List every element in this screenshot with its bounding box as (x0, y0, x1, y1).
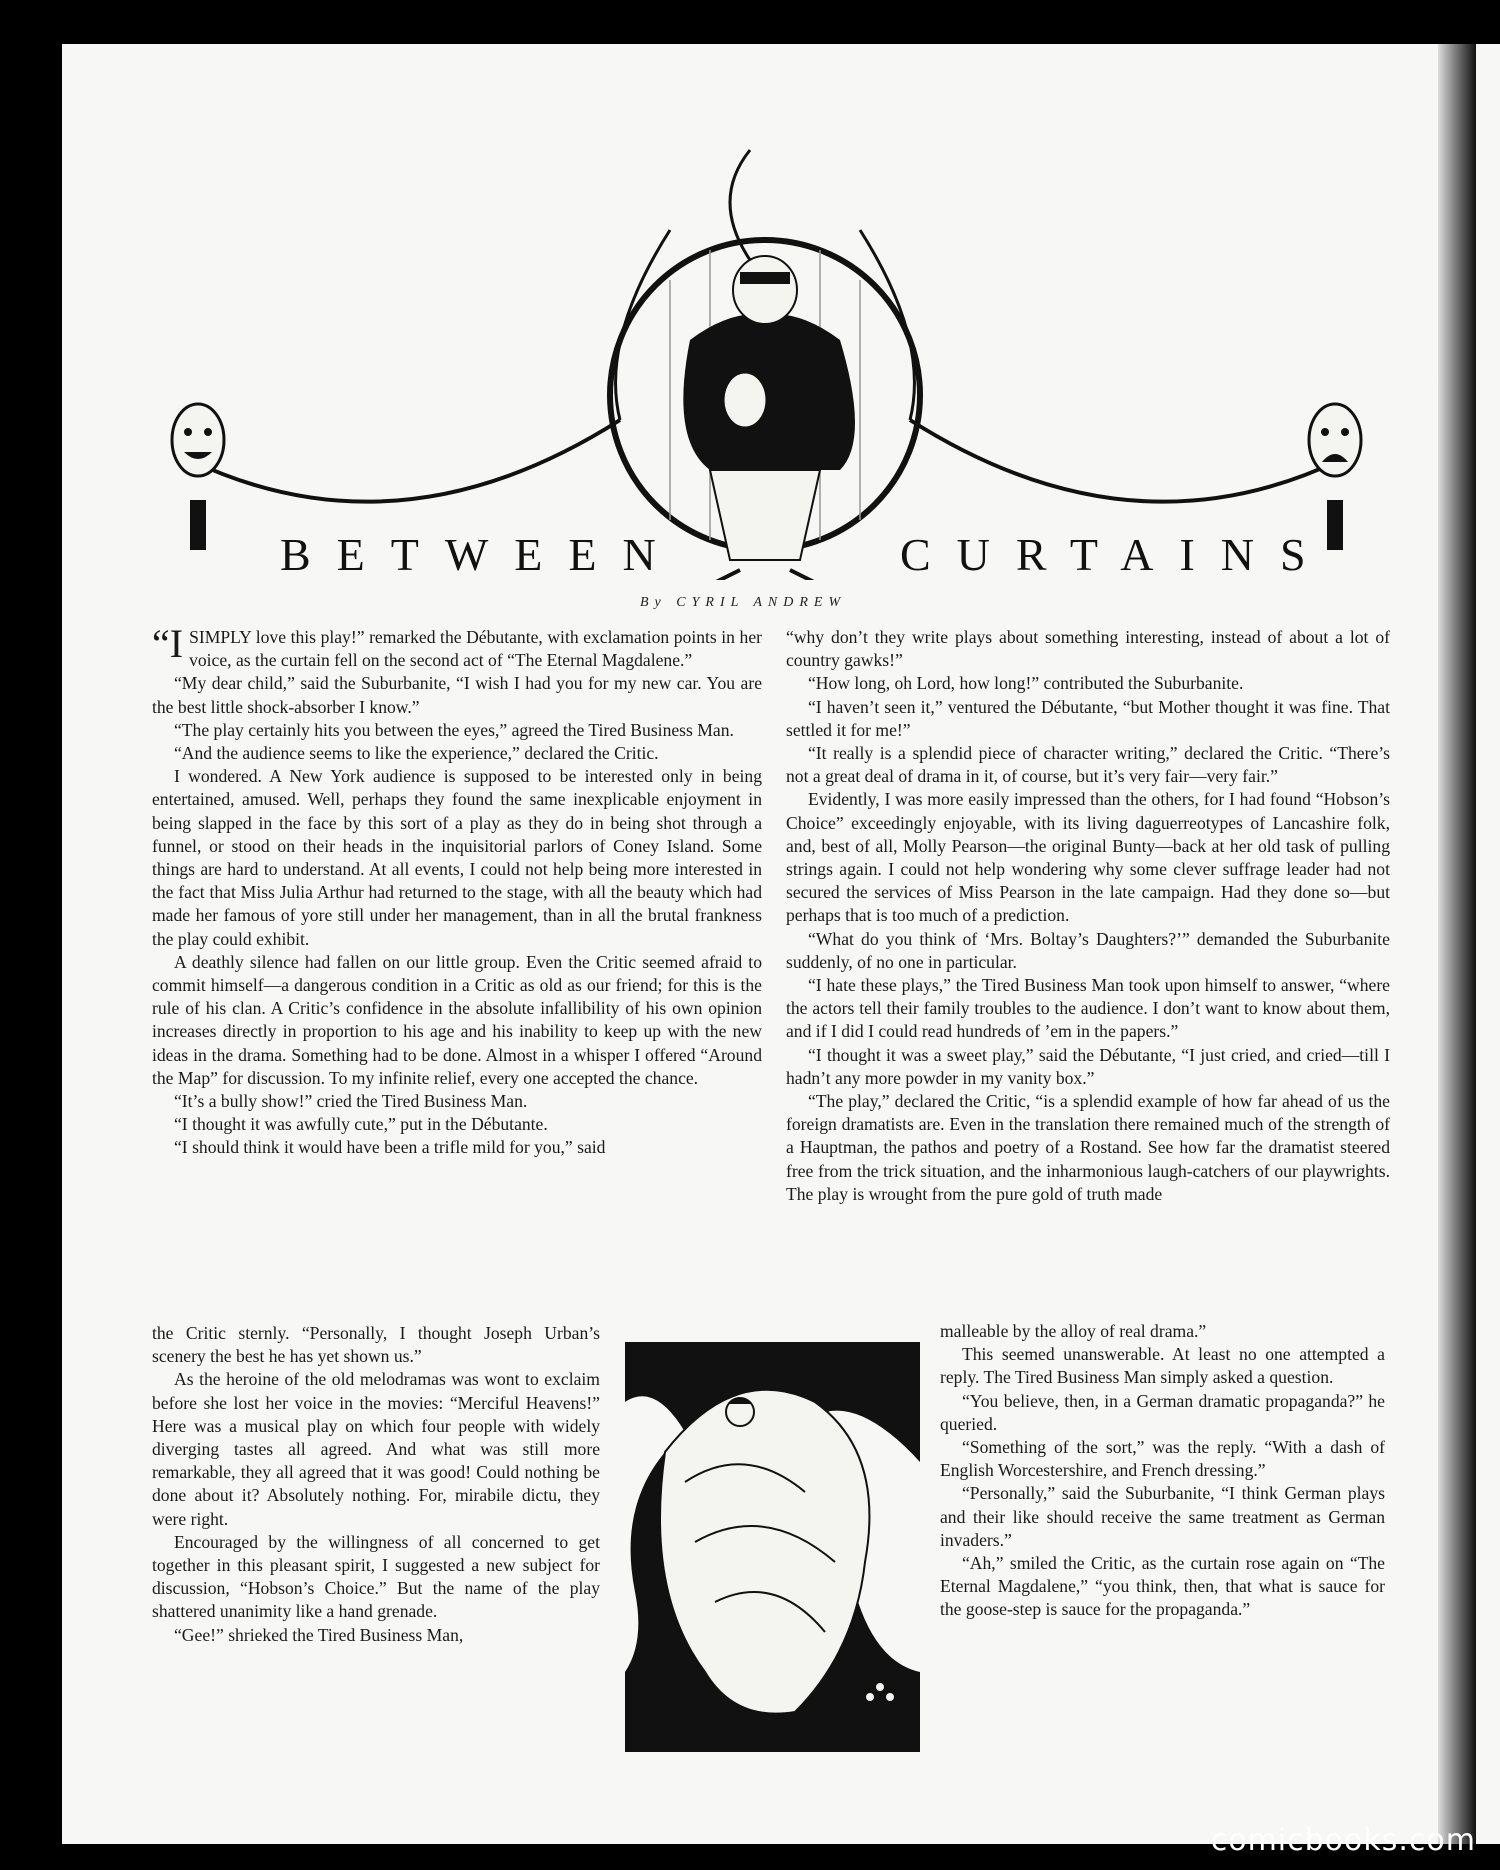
header-illustration (150, 140, 1380, 580)
paragraph: A deathly silence had fallen on our little group. Even the Critic seemed afraid to commit himself—a dangerous condition in a Critic as old as our friend; for this is the rule of his clan. A Critic’s confidence in the absolute infallibility of his own opinion increases directly in proportion to his age and his inability to keep up with the new ideas in the drama. Something had to be done. Almost in a whisper I offered “Around the Map” for discussion. To my infinite relief, every one accepted the chance. (152, 951, 762, 1088)
paragraph: I wondered. A New York audience is supposed to be interested only in being entertained, amused. Well, perhaps they found the same inexplicable enjoyment in being slapped in the face by this sort of a play as they do in being shot through a funnel, or stood on their heads in the inquisitorial parlors of Coney Island. Some things are hard to understand. At all events, I could not help being more interested in the fact that Miss Julia Arthur had returned to the stage, with all the beauty which had made her famous of yore still under her management, than in all the brutal frankness the play could exhibit. (152, 766, 762, 949)
dancer-illustration (625, 1342, 920, 1752)
page-edge (1438, 44, 1476, 1844)
paragraph: “I should think it would have been a trifle mild for you,” said (174, 1137, 606, 1158)
byline: By CYRIL ANDREW (640, 595, 847, 610)
paragraph: the Critic sternly. “Personally, I thought Joseph Urban’s scenery the best he has yet shown us.” (152, 1323, 600, 1367)
paragraph: “And the audience seems to like the experience,” declared the Critic. (174, 743, 659, 764)
paragraph: As the heroine of the old melodramas was wont to exclaim before she lost her voice in the movies: “Merciful Heavens!” Here was a musical play on which four people with widely diverging tastes all agreed. And what was still more remarkable, they all agreed that it was good! Could nothing be done about it? Absolutely nothing. For, mirabile dictu, they were right. (152, 1369, 600, 1529)
paragraph: “The play certainly hits you between the eyes,” agreed the Tired Business Man. (174, 719, 734, 740)
paragraph: “why don’t they write plays about something interesting, instead of about a lot of country gawks!” (786, 627, 1390, 671)
paragraph: This seemed unanswerable. At least no one attempted a reply. The Tired Business Man simply asked a question. (940, 1344, 1385, 1388)
paragraph: Encouraged by the willingness of all concerned to get together in this pleasant spirit, I suggested a new subject for discussion, “Hobson’s Choice.” But the name of the play shattered unanimity like a hand grenade. (152, 1531, 600, 1622)
paragraph-text: SIMPLY love this play!” remarked the Débutante, with exclamation points in her voice, as the curtain fell on the second act of “The Eternal Magdalene.” (189, 627, 762, 671)
paragraph: “I hate these plays,” the Tired Business Man took upon himself to answer, “where the actors tell their family troubles to the audience. I don’t want to know about them, and if I did I could read hundreds of ’em in the papers.” (786, 975, 1390, 1042)
column-right-lower (940, 1320, 1385, 1622)
watermark: comicbooks.com (1210, 1823, 1476, 1858)
paragraph: “How long, oh Lord, how long!” contributed the Suburbanite. (808, 673, 1244, 694)
paragraph (152, 621, 762, 672)
paragraph: “The play,” declared the Critic, “is a splendid example of how far ahead of us the foreign dramatists are. Even in the translation there remained much of the strength of a Hauptman, the pathos and poetry of a Rostand. See how far the dramatist steered free from the trick situation, and the inharmonious laugh-catchers of our playwrights. The play is wrought from the pure gold of truth made (786, 1091, 1390, 1204)
title-left: BETWEEN (280, 529, 682, 580)
drop-cap: “I (152, 621, 184, 666)
paragraph: “I haven’t seen it,” ventured the Débutante, “but Mother thought it was fine. That settled it for me!” (786, 696, 1390, 740)
paragraph: “Something of the sort,” was the reply. “With a dash of English Worcestershire, and French dressing.” (940, 1437, 1385, 1481)
column-right (786, 626, 1390, 1206)
column-left-lower (152, 1322, 600, 1647)
paragraph: “It really is a splendid piece of character writing,” declared the Critic. “There’s not a great deal of drama in it, of course, but it’s very fair—very fair.” (786, 743, 1390, 787)
paragraph: “I thought it was awfully cute,” put in the Débutante. (174, 1114, 548, 1135)
column-left (152, 621, 762, 1160)
paragraph: “Ah,” smiled the Critic, as the curtain rose again on “The Eternal Magdalene,” “you think, then, that what is sauce for the goose-step is sauce for the propaganda.” (940, 1553, 1385, 1620)
title-right: CURTAINS (900, 529, 1332, 580)
paragraph: “Personally,” said the Suburbanite, “I think German plays and their like should receive the same treatment as German invaders.” (940, 1483, 1385, 1550)
paragraph: Evidently, I was more easily impressed than the others, for I had found “Hobson’s Choice” exceedingly enjoyable, with its living daguerreotypes of Lancashire folk, and, best of all, Molly Pearson—the original Bunty—back at her old task of pulling strings again. I could not help wondering why some clever suffrage leader had not secured the services of Miss Pearson in the late campaign. Had they done so—but perhaps that is too much of a prediction. (786, 789, 1390, 926)
title-row (0, 528, 1500, 598)
paragraph: “It’s a bully show!” cried the Tired Business Man. (174, 1091, 528, 1112)
paragraph: “What do you think of ‘Mrs. Boltay’s Daughters?’” demanded the Suburbanite suddenly, of no one in particular. (786, 928, 1390, 972)
paragraph: “I thought it was a sweet play,” said the Débutante, “I just cried, and cried—till I hadn’t any more powder in my vanity box.” (786, 1044, 1390, 1088)
paragraph: malleable by the alloy of real drama.” (940, 1321, 1207, 1341)
paragraph: “You believe, then, in a German dramatic propaganda?” he queried. (940, 1390, 1385, 1434)
paragraph: “My dear child,” said the Suburbanite, “I wish I had you for my new car. You are the best little shock-absorber I know.” (152, 673, 762, 717)
paragraph: “Gee!” shrieked the Tired Business Man, (174, 1624, 464, 1645)
